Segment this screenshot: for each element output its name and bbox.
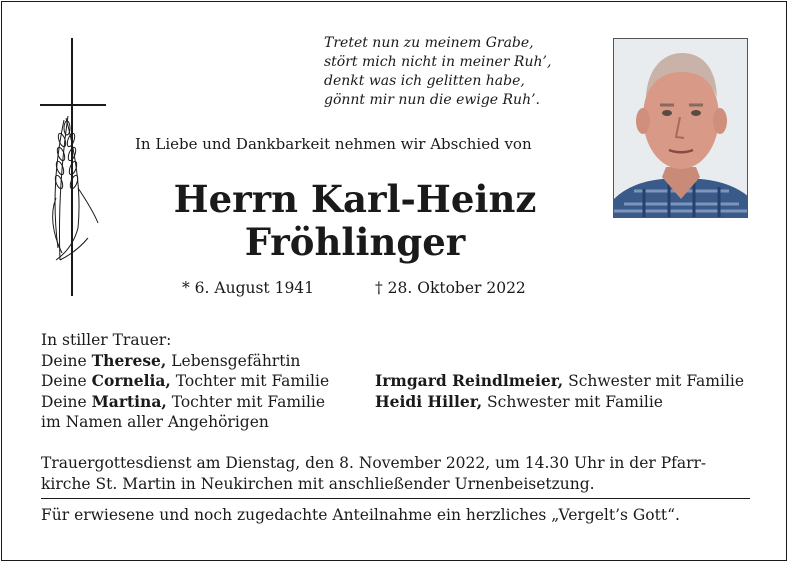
death-date: † 28. Oktober 2022	[375, 279, 526, 297]
mourners-right	[375, 371, 744, 412]
portrait-photo	[613, 38, 748, 218]
funeral-info: Trauergottesdienst am Dienstag, den 8. November 2022, um 14.30 Uhr in der Pfarr-kirche St. Martin in Neukirchen mit anschließender Urnenbeisetzung.	[41, 454, 707, 493]
thanks-text: Für erwiesene und noch zugedachte Anteilnahme ein herzliches „Vergelt’s Gott“.	[41, 506, 680, 524]
mourner-line: Irmgard Reindlmeier, Schwester mit Familie	[375, 371, 745, 390]
divider	[41, 498, 750, 499]
mourner-name: Martina,	[91, 391, 167, 411]
mourner-name: Cornelia,	[91, 371, 171, 390]
mourners-left	[41, 330, 329, 433]
name-line-2: Fröhlinger	[244, 220, 466, 264]
mourners-heading: In stiller Trauer:	[41, 331, 172, 349]
name-line-1: Herrn Karl-Heinz	[173, 177, 537, 221]
deceased-name	[110, 178, 600, 264]
mourner-line: Deine Cornelia, Tochter mit Familie	[41, 371, 330, 390]
mourner-name: Irmgard Reindlmeier,	[375, 371, 564, 390]
mourner-name: Therese,	[91, 350, 167, 370]
mourner-name: Heidi Hiller,	[375, 391, 483, 411]
poem-line: denkt was ich gelitten habe,	[324, 73, 525, 89]
mourner-line: Heidi Hiller, Schwester mit Familie	[375, 391, 663, 411]
poem-line: Tretet nun zu meinem Grabe,	[324, 35, 534, 51]
mourner-line: Deine Therese, Lebensgefährtin	[41, 350, 301, 370]
poem-line: stört mich nicht in meiner Ruh’,	[324, 54, 552, 70]
poem	[324, 34, 551, 110]
birth-date: * 6. August 1941	[182, 279, 315, 297]
intro-text: In Liebe und Dankbarkeit nehmen wir Abschied von	[135, 135, 532, 153]
mourner-line: Deine Martina, Tochter mit Familie	[41, 391, 326, 411]
poem-line: gönnt mir nun die ewige Ruh’.	[324, 92, 540, 108]
cross-with-wheat-icon	[38, 38, 110, 298]
mourners-footer: im Namen aller Angehörigen	[41, 413, 269, 431]
